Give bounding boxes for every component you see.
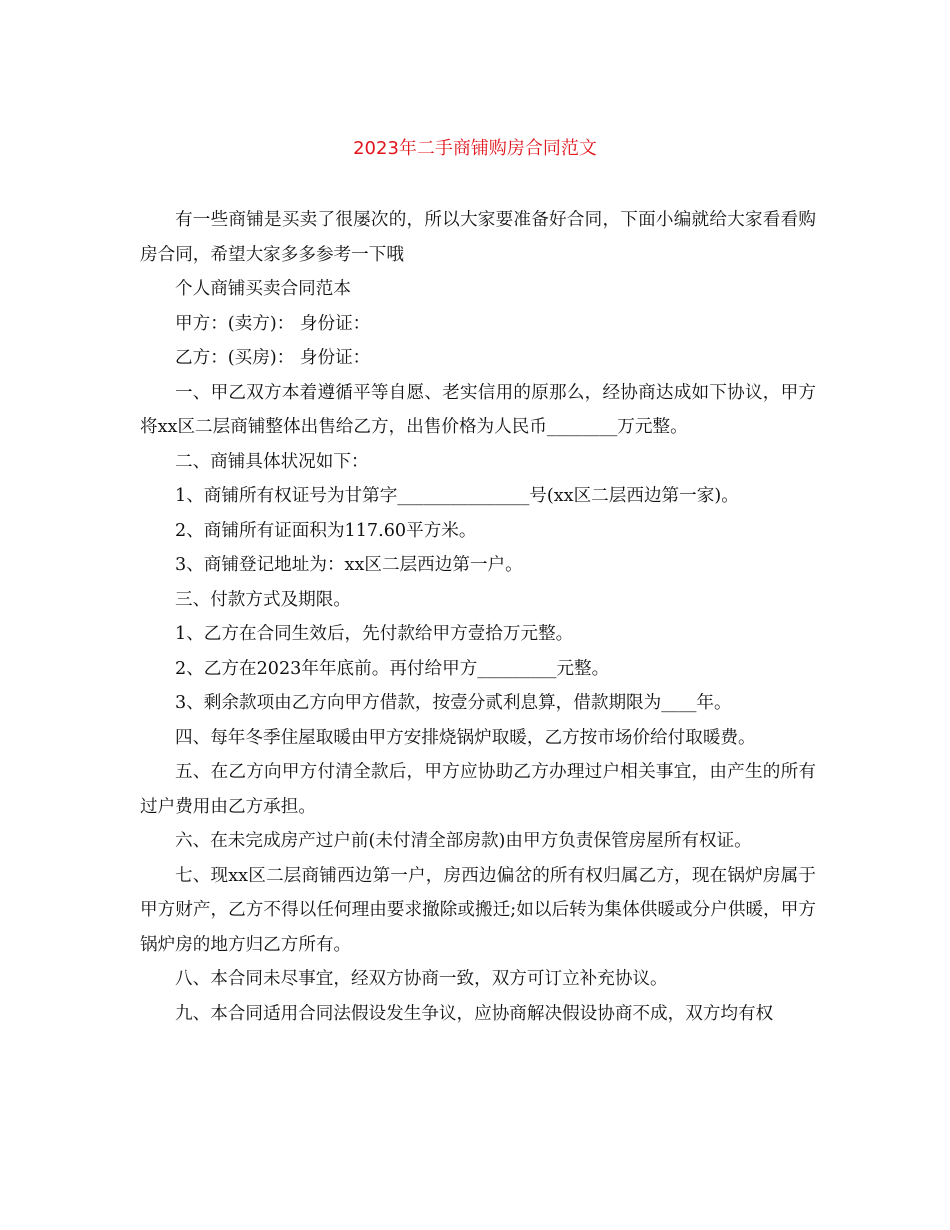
paragraph-intro: 有一些商铺是买卖了很屡次的，所以大家要准备好合同，下面小编就给大家看看购房合同，希望大家多多参考一下哦 [140,210,816,265]
paragraph-clause-4: 四、每年冬季住屋取暖由甲方安排烧锅炉取暖，乙方按市场价给付取暖费。 [175,727,756,748]
paragraph-party-a: 甲方：(卖方)： 身份证： [175,313,371,334]
paragraph-clause-2-2: 2、商铺所有证面积为117.60平方米。 [175,520,477,541]
paragraph-clause-2: 二、商铺具体状况如下： [175,451,369,472]
paragraph-party-b: 乙方：(买房)： 身份证： [175,348,371,368]
paragraph-clause-5: 五、在乙方向甲方付清全款后，甲方应协助乙方办理过户相关事宜，由产生的所有过户费用由乙方承担。 [140,762,816,817]
paragraph-clause-3-2: 2、乙方在2023年年底前。再付给甲方_________元整。 [175,658,610,679]
paragraph-clause-6: 六、在未完成房产过户前(未付清全部房款)由甲方负责保管房屋所有权证。 [175,831,752,851]
paragraph-clause-3: 三、付款方式及期限。 [175,589,351,610]
paragraph-clause-2-3: 3、商铺登记地址为：xx区二层西边第一户。 [175,555,523,575]
paragraph-clause-7: 七、现xx区二层商铺西边第一户，房西边偏岔的所有权归属乙方，现在锅炉房属于甲方财产，乙方不得以任何理由要求撤除或搬迁;如以后转为集体供暖或分户供暖，甲方锅炉房的地方归乙方所有。 [140,865,816,955]
paragraph-heading: 个人商铺买卖合同范本 [175,279,351,299]
paragraph-clause-8: 八、本合同未尽事宜，经双方协商一致，双方可订立补充协议。 [175,969,668,989]
paragraph-clause-2-1: 1、商铺所有权证号为甘第字_______________号(xx区二层西边第一家)。 [175,486,739,506]
document-body [140,203,816,1031]
paragraph-clause-1: 一、甲乙双方本着遵循平等自愿、老实信用的原那么，经协商达成如下协议，甲方将xx区二层商铺整体出售给乙方，出售价格为人民币________万元整。 [140,382,816,437]
paragraph-clause-3-3: 3、剩余款项由乙方向甲方借款，按壹分贰利息算，借款期限为____年。 [175,693,732,713]
document-title: 2023年二手商铺购房合同范文 [353,138,597,159]
paragraph-clause-9: 九、本合同适用合同法假设发生争议，应协商解决假设协商不成，双方均有权 [175,1003,774,1024]
paragraph-clause-3-1: 1、乙方在合同生效后，先付款给甲方壹拾万元整。 [175,624,574,644]
